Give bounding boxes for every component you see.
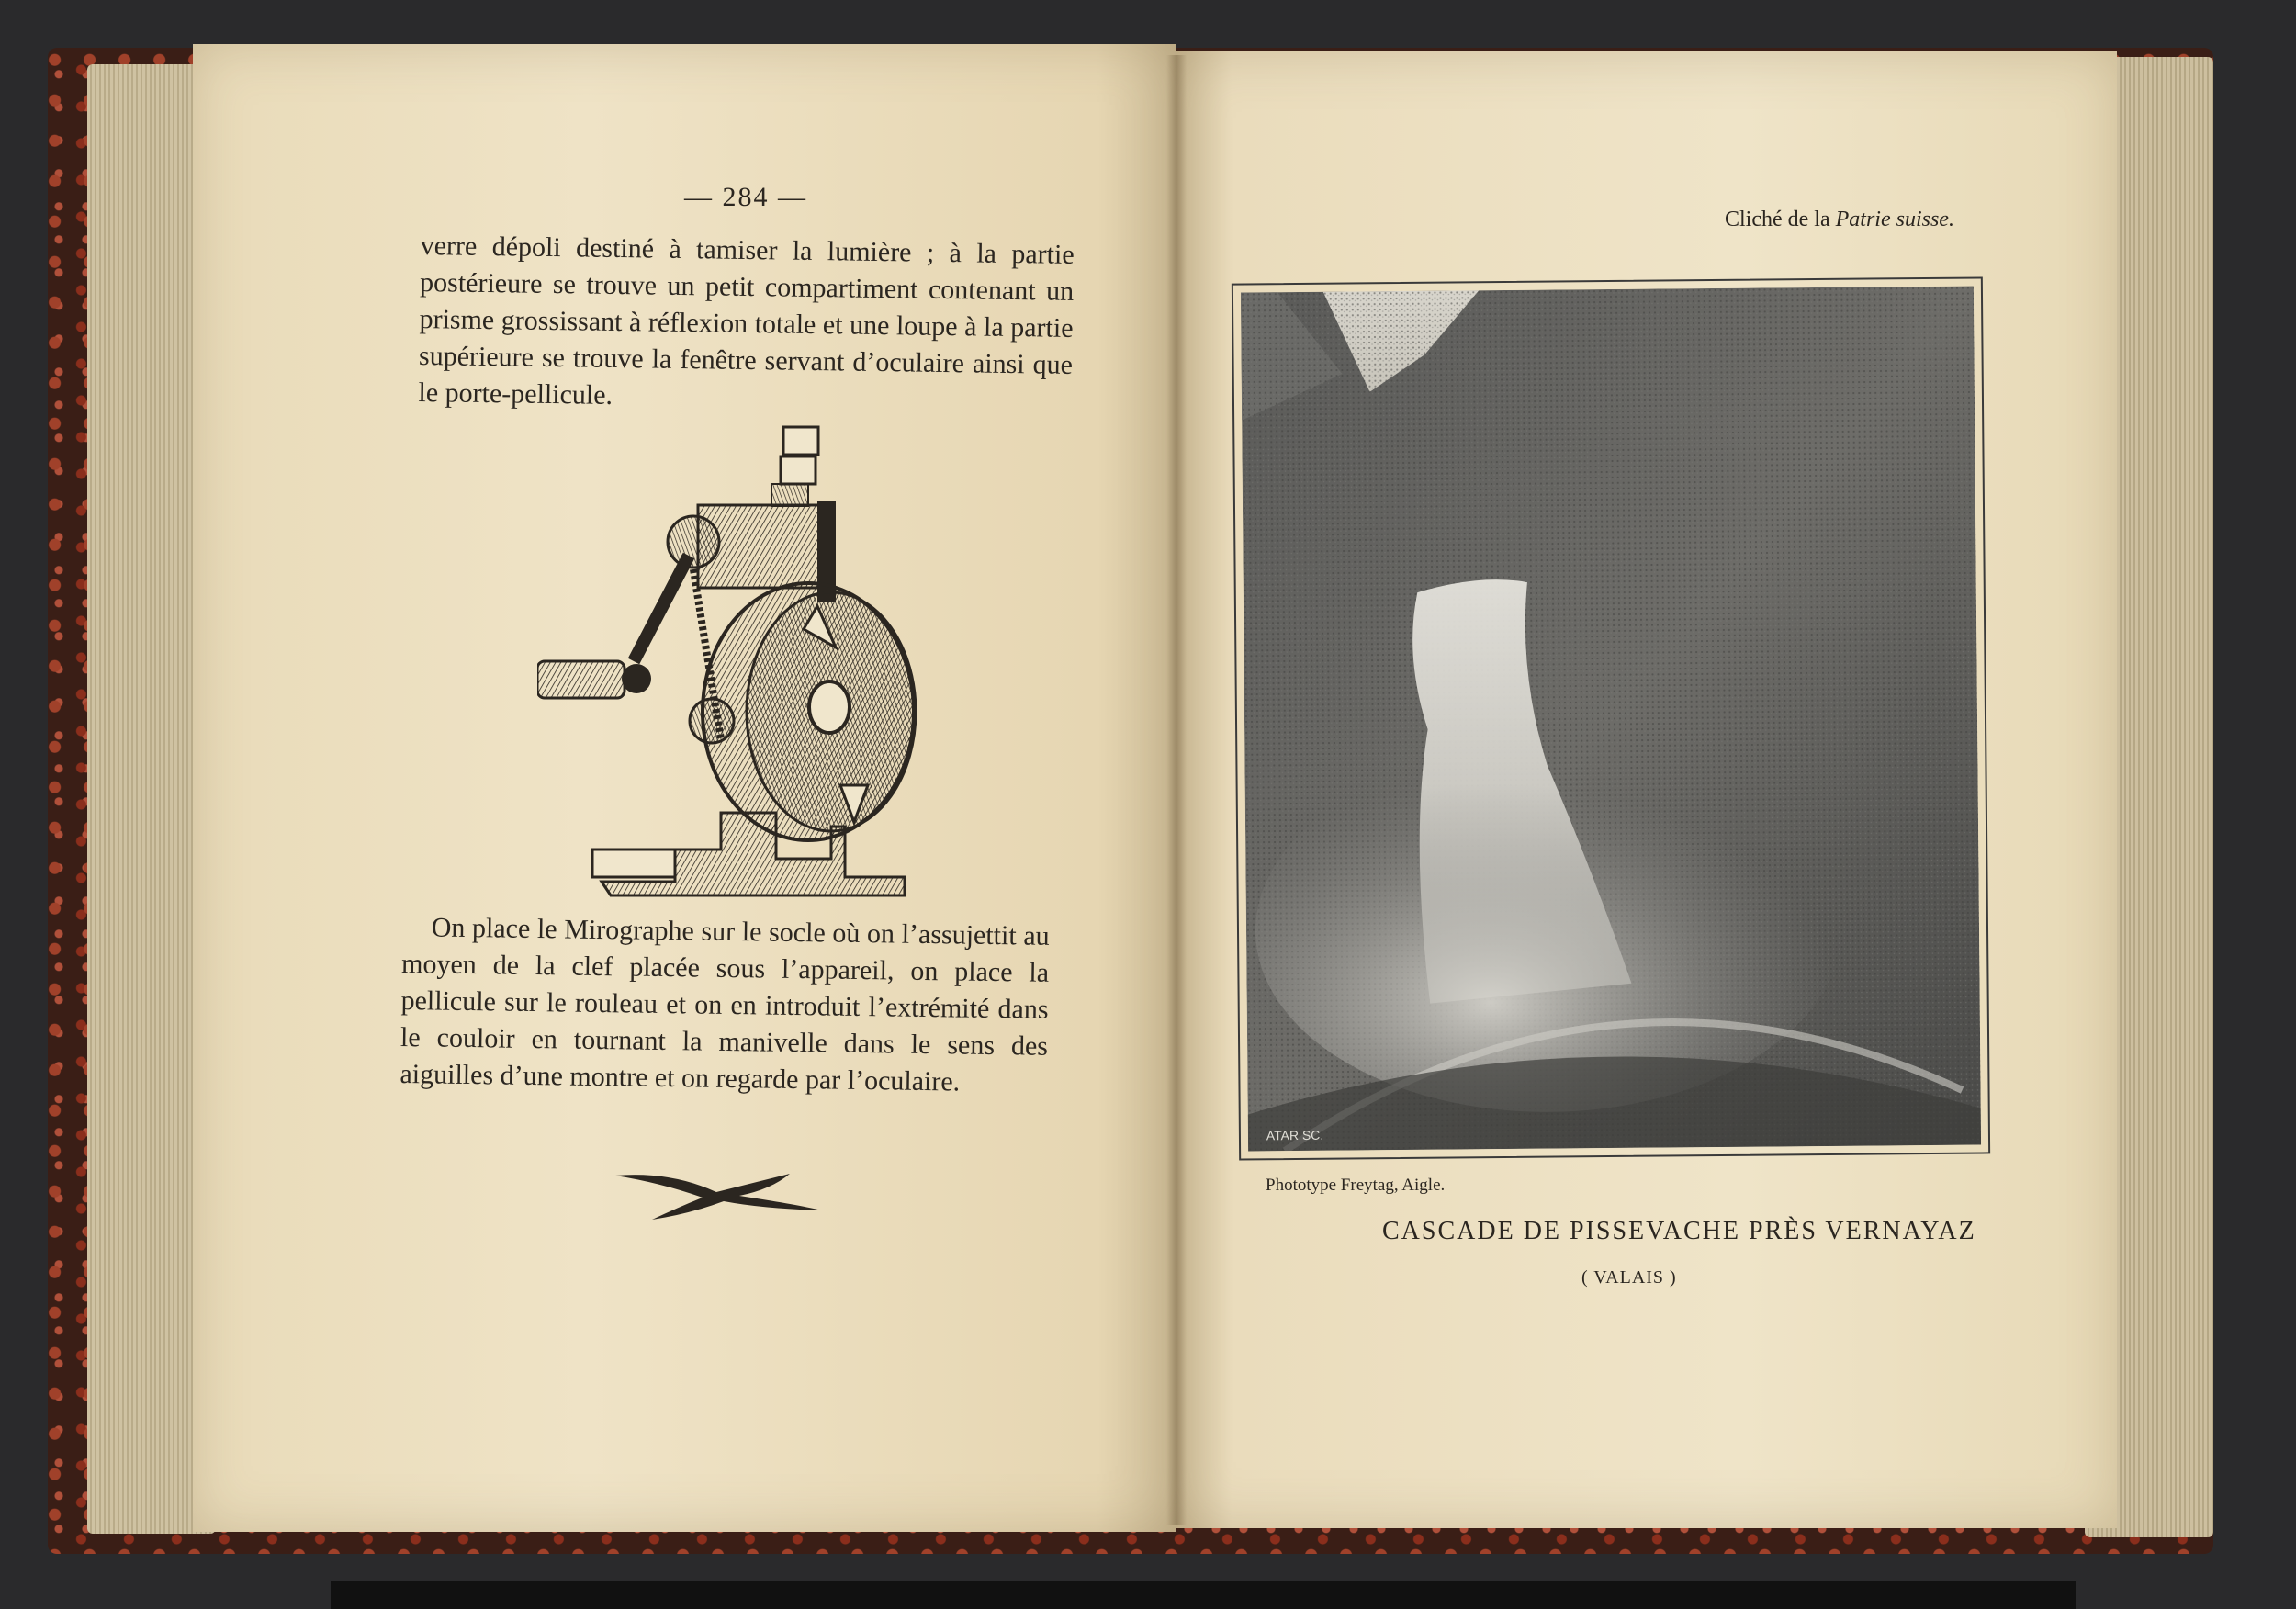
swallow-ornament [615,1166,827,1221]
photo-credit: Cliché de la Patrie suisse. [1725,208,1954,231]
paragraph-bottom: On place le Mirographe sur le socle où on l’assujettit au moyen de la clef placée sous l’appareil, on place la pellicule sur le rouleau et on en introduit l’extrémité dans le couloir en tournant la manivelle dans le sens des aiguilles d’une montre et on regarde par l’oculaire. [400,912,1050,1097]
phototype-credit: Phototype Freytag, Aigle. [1266,1176,1446,1195]
page-number: — 284 — [684,182,807,212]
mirographe-engraving [537,418,932,905]
paragraph-top: verre dépoli destiné à tamiser la lumière ; à la partie postérieure se trouve un petit compartiment contenant un prisme grossissant à réflexion totale et une loupe à la partie supérieure se trouve la fenêtre servant d’oculaire ainsi que le porte-pellicule. [418,230,1075,411]
plate-subcaption: ( VALAIS ) [1581,1267,1677,1288]
engraver-mark: ATAR SC. [1266,1127,1324,1143]
waterfall-photo-frame [1232,276,1990,1160]
bottom-shadow [331,1581,2076,1609]
plate-caption: CASCADE DE PISSEVACHE PRÈS VERNAYAZ [1382,1217,1976,1245]
waterfall-photo [1241,287,1981,1152]
book-gutter [1166,55,1187,1525]
